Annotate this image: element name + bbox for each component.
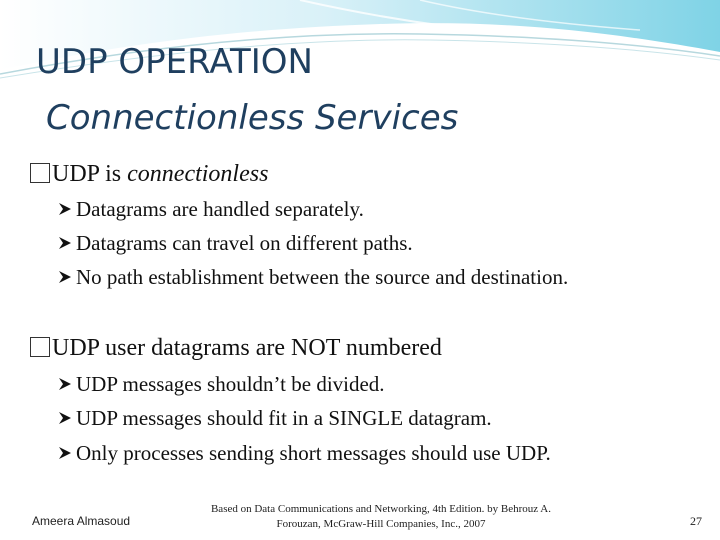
- sub-bullet: [58, 405, 492, 431]
- sub-bullet-text: Datagrams are handled separately.: [76, 197, 364, 221]
- sub-bullet: [58, 264, 568, 290]
- slide-subtitle: Connectionless Services: [46, 98, 459, 138]
- sub-bullet-text: No path establishment between the source and destination.: [76, 265, 569, 289]
- bullet-connectionless: [30, 160, 268, 188]
- slide-title: UDP OPERATION: [36, 42, 313, 82]
- bullet-text: UDP user datagrams are NOT numbered: [52, 335, 442, 361]
- sub-bullet: [58, 196, 364, 222]
- sub-bullet-text: Only processes sending short messages should use UDP.: [76, 441, 551, 465]
- bullet-box-icon: [30, 163, 50, 183]
- sub-bullet: [58, 230, 413, 256]
- arrow-bullet-icon: [58, 236, 74, 250]
- footer-source-line2: Forouzan, McGraw-Hill Companies, Inc., 2007: [276, 518, 486, 530]
- sub-bullet: [58, 440, 551, 466]
- bullet-text: UDP is: [52, 161, 128, 187]
- arrow-bullet-icon: [58, 377, 74, 391]
- bullet-not-numbered: [30, 334, 442, 362]
- sub-bullet-text: UDP messages shouldn’t be divided.: [76, 372, 385, 396]
- sub-bullet-text: UDP messages should fit in a SINGLE datagram.: [76, 406, 492, 430]
- footer-author: Ameera Almasoud: [32, 514, 131, 528]
- arrow-bullet-icon: [58, 446, 74, 460]
- bullet-emphasis: connectionless: [127, 161, 269, 187]
- arrow-bullet-icon: [58, 202, 74, 216]
- footer-source: [156, 502, 606, 532]
- sub-bullet-text: Datagrams can travel on different paths.: [76, 231, 413, 255]
- bullet-box-icon: [30, 337, 50, 357]
- arrow-bullet-icon: [58, 411, 74, 425]
- sub-bullet: [58, 371, 385, 397]
- footer-source-line1: Based on Data Communications and Networking, 4th Edition. by Behrouz A.: [210, 503, 552, 515]
- arrow-bullet-icon: [58, 270, 74, 284]
- page-number: 27: [690, 514, 702, 528]
